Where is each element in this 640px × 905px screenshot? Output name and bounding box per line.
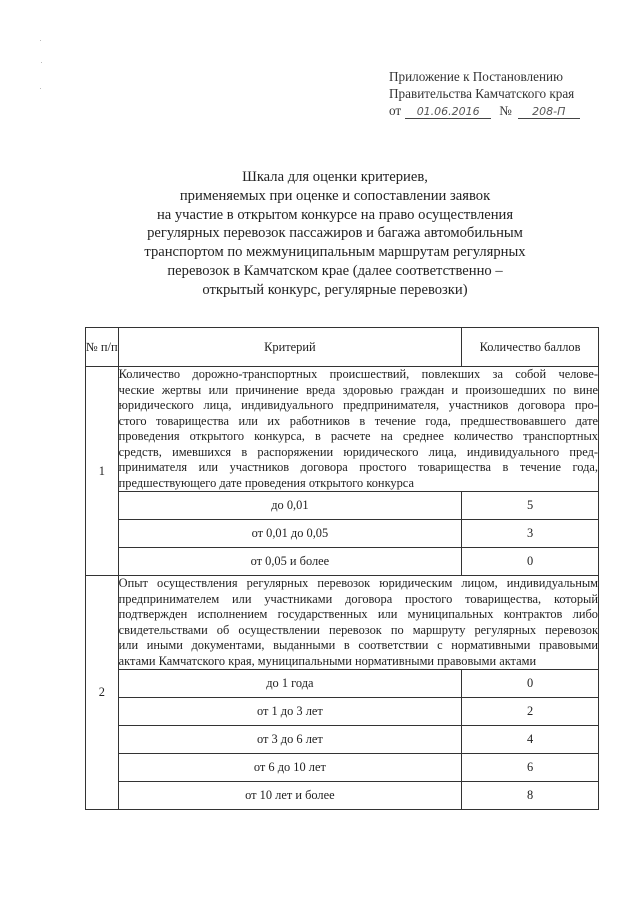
- range-score: 2: [462, 698, 599, 726]
- document-title: [110, 168, 560, 300]
- description-line: Количество дорожно-транспортных происшествий, повлекших за собой челове-: [118, 367, 598, 381]
- description-line: свидетельствами об осуществлении перевозок по маршруту регулярных перевозок: [118, 622, 598, 637]
- title-line: транспортом по межмуниципальным маршрутам регулярных: [144, 244, 526, 261]
- title-line: регулярных перевозок пассажиров и багажа автомобильным: [147, 225, 523, 242]
- range-score: 4: [462, 726, 599, 754]
- scan-artifacts: [40, 40, 44, 100]
- description-line: проведения открытого конкурса, в расчете на среднее количество транспортных: [118, 429, 598, 443]
- range-score: 0: [462, 670, 599, 698]
- criterion-number: 2: [86, 576, 119, 810]
- criteria-table-body: [86, 367, 599, 810]
- range-label: от 3 до 6 лет: [118, 726, 461, 754]
- appendix-date-line: [389, 102, 629, 119]
- appendix-line-1: Приложение к Постановлению: [389, 69, 563, 84]
- from-label: от: [389, 103, 402, 118]
- range-score: 6: [462, 754, 599, 782]
- range-row: [86, 670, 599, 698]
- range-label: от 6 до 10 лет: [118, 754, 461, 782]
- handwritten-date: 01.06.2016: [405, 105, 491, 119]
- criterion-row: [86, 367, 599, 492]
- description-line: предпринимателем или участниками договора простого товарищества, который: [118, 591, 598, 606]
- description-line: предшествующего дате проведения открытого конкурса: [118, 475, 414, 490]
- range-score: 8: [462, 782, 599, 810]
- title-line: открытый конкурс, регулярные перевозки): [202, 281, 468, 298]
- description-line: юридического лица, индивидуального предпринимателя, участников договора про-: [118, 398, 598, 412]
- range-label: от 0,05 и более: [118, 548, 461, 576]
- appendix-header: [389, 68, 629, 119]
- range-row: [86, 754, 599, 782]
- table-header-row: [86, 328, 599, 367]
- title-line: на участие в открытом конкурсе на право осуществления: [156, 206, 514, 223]
- range-row: [86, 698, 599, 726]
- description-line: средств, имевшихся в распоряжении юридического лица, индивидуального пред-: [118, 444, 598, 459]
- number-sign: №: [499, 103, 512, 118]
- range-label: от 10 лет и более: [118, 782, 461, 810]
- criterion-number: 1: [86, 367, 119, 576]
- criterion-description: [118, 576, 598, 670]
- title-line: Шкала для оценки критериев,: [242, 169, 428, 185]
- range-label: от 0,01 до 0,05: [118, 520, 461, 548]
- range-row: [86, 726, 599, 754]
- range-row: [86, 492, 599, 520]
- range-label: до 1 года: [118, 670, 461, 698]
- range-score: 0: [462, 548, 599, 576]
- range-row: [86, 782, 599, 810]
- criteria-table: [85, 327, 599, 810]
- description-line: Опыт осуществления регулярных перевозок юридическим лицом, индивидуальным: [118, 576, 598, 590]
- title-line: применяемых при оценке и сопоставлении заявок: [179, 187, 491, 204]
- range-label: от 1 до 3 лет: [118, 698, 461, 726]
- description-line: актами Камчатского края, муниципальными нормативными правовыми актами: [118, 653, 537, 668]
- handwritten-number: 208-П: [518, 105, 580, 119]
- range-label: до 0,01: [118, 492, 461, 520]
- header-score: Количество баллов: [462, 328, 599, 367]
- range-row: [86, 520, 599, 548]
- header-number: № п/п: [86, 328, 119, 367]
- range-score: 5: [462, 492, 599, 520]
- criterion-row: [86, 576, 599, 670]
- criterion-description: [118, 367, 598, 492]
- title-line: перевозок в Камчатском крае (далее соответственно –: [167, 262, 503, 279]
- description-line: ческие жертвы или причинение вреда здоровью граждан и произошедших по вине: [118, 382, 598, 397]
- range-row: [86, 548, 599, 576]
- range-score: 3: [462, 520, 599, 548]
- description-line: подтвержден исполнением государственных или муниципальных контрактов либо: [118, 607, 598, 621]
- description-line: или иными документами, выданными в соответствии с нормативными правовыми: [118, 638, 598, 652]
- header-criterion: Критерий: [118, 328, 461, 367]
- description-line: принимателя или участников договора простого товарищества в течение года,: [118, 460, 598, 474]
- description-line: стого товарищества или их работников в течение года, предшествовавшего дате: [118, 413, 598, 428]
- appendix-line-2: Правительства Камчатского края: [389, 86, 575, 101]
